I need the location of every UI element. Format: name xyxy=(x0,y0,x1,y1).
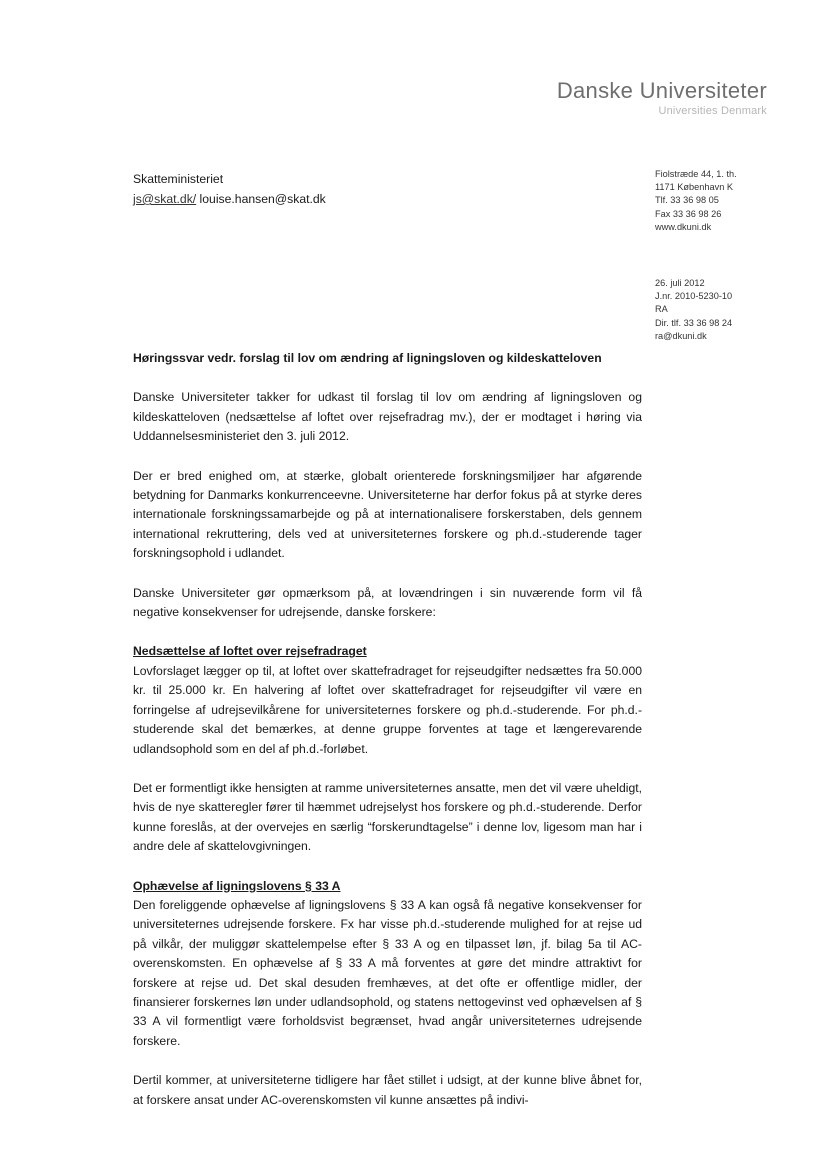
subheading-section-33a: Ophævelse af ligningslovens § 33 A xyxy=(133,878,341,893)
sender-email: ra@dkuni.dk xyxy=(655,330,707,341)
paragraph-1: Danske Universiteter takker for udkast til forslag til lov om ændring af ligningsloven og kildeskatteloven (nedsættelse af loftet over rejsefradrag mv.), der er modtaget i høring via Uddannelsesministeriet den 3. juli 2012. xyxy=(133,390,642,444)
paragraph-4: Lovforslaget lægger op til, at loftet over skattefradraget for rejseudgifter nedsættes fra 50.000 kr. til 25.000 kr. En halvering af loftet over skattefradraget for rejseudgifter vil være en forringelse af udrejsevilkårene for universiteternes forskere og ph.d.-studerende. For ph.d.-studerende skal det bemærkes, at denne gruppe forventes at tage et længerevarende udlandsophold som en del af ph.d.-forløbet. xyxy=(133,663,642,756)
recipient-email-link[interactable]: js@skat.dk/ xyxy=(133,192,197,206)
org-subtitle: Universities Denmark xyxy=(658,105,767,117)
letter-body xyxy=(133,349,642,1130)
address-line-2: 1171 København K xyxy=(655,182,733,193)
recipient-block xyxy=(133,169,326,209)
paragraph-7: Dertil kommer, at universiteterne tidligere har fået stillet i udsigt, at der kunne blive åbnet for, at forskere ansat under AC-overenskomsten vil kunne ansættes på indivi- xyxy=(133,1073,642,1107)
paragraph-2: Der er bred enighed om, at stærke, globalt orienterede forskningsmiljøer har afgørende betydning for Danmarks konkurrenceevne. Universiteterne har derfor fokus på at styrke deres internationale forskningssamarbejde og på at internationalisere forskerstaben, dels gennem international rekruttering, dels ved at universiteternes forskere og ph.d.-studerende tager forskningsophold i udlandet. xyxy=(133,468,642,561)
website-line: www.dkuni.dk xyxy=(655,221,712,232)
recipient-emails xyxy=(133,189,326,209)
letter-date: 26. juli 2012 xyxy=(655,278,705,288)
letter-meta-block xyxy=(655,277,732,343)
sender-initials: RA xyxy=(655,304,668,315)
letterhead-logo xyxy=(557,78,767,117)
journal-number: J.nr. 2010-5230-10 xyxy=(655,291,733,302)
letter-heading: Høringssvar vedr. forslag til lov om ændring af ligningsloven og kildeskatteloven xyxy=(133,351,602,365)
direct-phone: Dir. tlf. 33 36 98 24 xyxy=(655,317,733,328)
subheading-travel-deduction: Nedsættelse af loftet over rejsefradraget xyxy=(133,644,367,659)
address-line-1: Fiolstræde 44, 1. th. xyxy=(655,169,737,179)
sender-contact-block xyxy=(655,168,737,234)
phone-line: Tlf. 33 36 98 05 xyxy=(655,195,719,206)
recipient-email-secondary: louise.hansen@skat.dk xyxy=(196,192,326,206)
recipient-name: Skatteministeriet xyxy=(133,172,224,186)
paragraph-3: Danske Universiteter gør opmærksom på, at lovændringen i sin nuværende form vil få negative konsekvenser for udrejsende, danske forskere: xyxy=(133,585,642,620)
paragraph-5: Det er formentligt ikke hensigten at ramme universiteternes ansatte, men det vil være uheldigt, hvis de nye skatteregler fører til hæmmet udrejselyst hos forskere og ph.d.-studerende. Derfor kunne foreslås, at der overvejes en særlig “forskerundtagelse” i denne lov, ligesom man har i andre dele af skattelovgivningen. xyxy=(133,780,642,854)
fax-line: Fax 33 36 98 26 xyxy=(655,208,722,219)
org-name: Danske Universiteter xyxy=(556,78,767,103)
paragraph-6: Den foreliggende ophævelse af ligningslovens § 33 A kan også få negative konsekvenser for universiteternes udrejsende forskere. Fx har visse ph.d.-studerende mulighed for at rejse ud på vilkår, der muliggør skattelempelse efter § 33 A og en tilpasset løn, jf. bilag 5a til AC-overenskomsten. En ophævelse af § 33 A må forventes at gøre det mindre attraktivt for forskere at rejse ud. Det skal desuden fremhæves, at det ofte er offentlige midler, der finansierer forskernes løn under udlandsophold, og statens nettogevinst ved ophævelsen af § 33 A vil formentligt være forholdsvist begrænset, hvad angår universiteternes udrejsende forskere. xyxy=(133,897,642,1048)
